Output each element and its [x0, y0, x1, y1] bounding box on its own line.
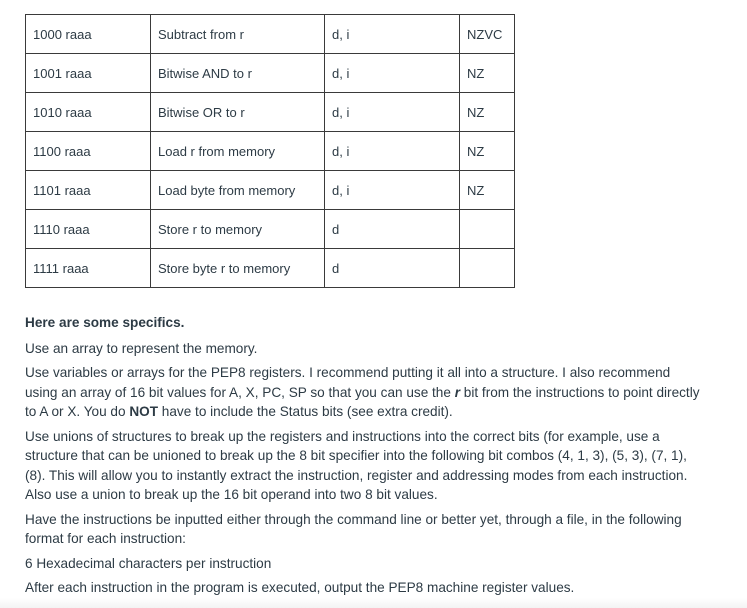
registers-text-1: Use variables or arrays for the PEP8 registers. I recommend putting it all into a structure. I also recommend using an array of 16 bit values for A, X, PC, SP so that you can use the [25, 365, 671, 400]
status-bits-cell [460, 249, 515, 288]
specifics-heading: Here are some specifics. [25, 315, 185, 330]
status-bits-cell: NZ [460, 171, 515, 210]
opcode-cell: 1100 raaa [26, 132, 151, 171]
memory-paragraph: Use an array to represent the memory. [25, 340, 258, 356]
r-bit-emphasis: r [454, 384, 461, 400]
instruction-cell: Subtract from r [151, 15, 325, 54]
opcode-cell: 1110 raaa [26, 210, 151, 249]
status-bits-cell: NZ [460, 132, 515, 171]
status-bits-cell: NZ [460, 93, 515, 132]
opcode-cell: 1000 raaa [26, 15, 151, 54]
addressing-mode-cell: d, i [325, 15, 460, 54]
not-emphasis: NOT [129, 404, 159, 419]
addressing-mode-cell: d, i [325, 54, 460, 93]
instruction-cell: Load r from memory [151, 132, 325, 171]
bottom-edge [0, 598, 747, 608]
unions-paragraph: Use unions of structures to break up the registers and instructions into the correct bits (for example, use a structure that can be unioned to break up the 8 bit specifier into the following bit combos (4, 1, 3), (5, 3), (7, 1), (8). This will allow you to instantly extract the instruction, register and addressing modes from each instruction. Also use a union to break up the 16 bit operand into two 8 bit values. [25, 428, 688, 502]
instruction-table [25, 14, 515, 288]
addressing-mode-cell: d, i [325, 171, 460, 210]
instruction-cell: Store byte r to memory [151, 249, 325, 288]
table-row [26, 15, 515, 54]
table-row [26, 132, 515, 171]
status-bits-cell [460, 210, 515, 249]
instruction-cell: Bitwise AND to r [151, 54, 325, 93]
output-paragraph: After each instruction in the program is executed, output the PEP8 machine register values. [25, 580, 575, 595]
instruction-cell: Bitwise OR to r [151, 93, 325, 132]
addressing-mode-cell: d [325, 210, 460, 249]
input-paragraph: Have the instructions be inputted either through the command line or better yet, through a file, in the following format for each instruction: [25, 511, 682, 546]
registers-text-3: have to include the Status bits (see extra credit). [158, 404, 453, 419]
table-row [26, 210, 515, 249]
registers-text-2: bit from the instructions to point directly to A or X. You do [25, 384, 700, 419]
status-bits-cell: NZ [460, 54, 515, 93]
specifics-section [25, 313, 705, 603]
instruction-table-body [26, 15, 515, 288]
addressing-mode-cell: d, i [325, 93, 460, 132]
table-row [26, 171, 515, 210]
format-paragraph: 6 Hexadecimal characters per instruction [25, 555, 272, 571]
status-bits-cell: NZVC [460, 15, 515, 54]
addressing-mode-cell: d [325, 249, 460, 288]
opcode-cell: 1111 raaa [26, 249, 151, 288]
instruction-cell: Load byte from memory [151, 171, 325, 210]
addressing-mode-cell: d, i [325, 132, 460, 171]
opcode-cell: 1101 raaa [26, 171, 151, 210]
table-row [26, 249, 515, 288]
registers-paragraph [25, 363, 705, 422]
table-row [26, 93, 515, 132]
top-spacer [0, 0, 747, 14]
table-row [26, 54, 515, 93]
opcode-cell: 1001 raaa [26, 54, 151, 93]
instruction-cell: Store r to memory [151, 210, 325, 249]
opcode-cell: 1010 raaa [26, 93, 151, 132]
